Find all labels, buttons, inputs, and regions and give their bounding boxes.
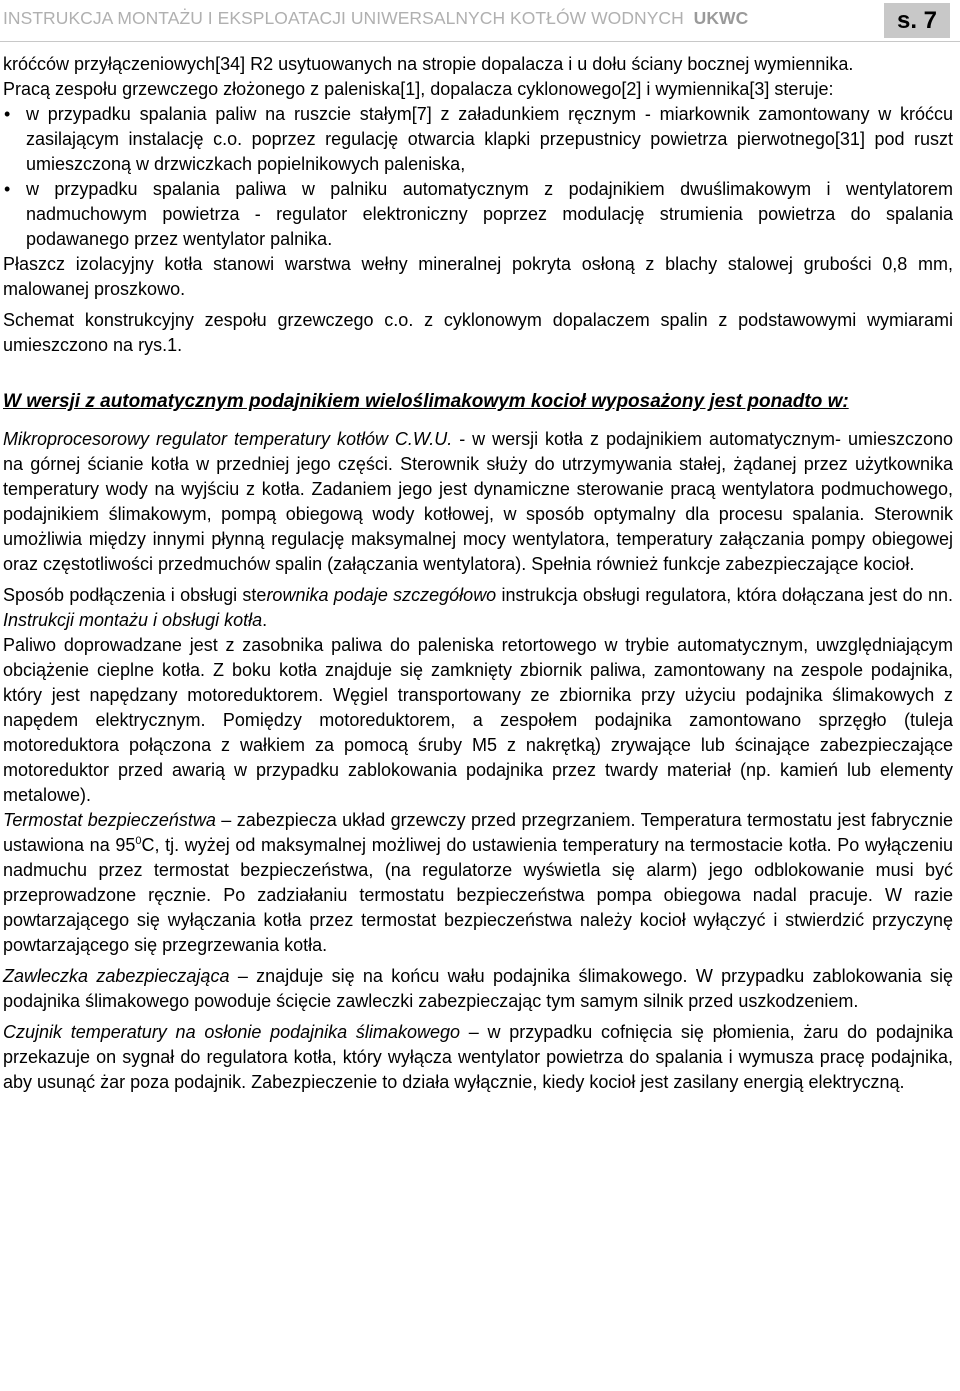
header-title-main: INSTRUKCJA MONTAŻU I EKSPLOATACJI UNIWERSALNYCH KOTŁÓW WODNYCH (3, 8, 684, 28)
temperature-sensor-text: – w przypadku cofnięcia się płomienia, żaru do podajnika przekazuje on sygnał do regulatora kotła, który wyłącza wentylator powietrza do spalania i wymusza pracę podajnika, aby usunąć żar poza podajnik. Zabezpieczenie to działa wyłącznie, kiedy kocioł jest zasilany energią elektryczną. (3, 1022, 953, 1092)
page-number-badge: s. 7 (884, 3, 950, 38)
paragraph-connection (3, 583, 953, 633)
degree-superscript: 0 (135, 835, 142, 847)
paragraph-regulator (3, 427, 953, 577)
safety-pin-text: – znajduje się na końcu wału podajnika ślimakowego. W przypadku zablokowania się podajnika ślimakowego powoduje ścięcie zawleczki zabezpieczając tym samym silnik przed uszkodzeniem. (3, 966, 953, 1011)
control-list (3, 102, 953, 252)
connection-text-a: Sposób podłączenia i obsługi ste (3, 585, 267, 605)
paragraph-fuel-feed: Paliwo doprowadzane jest z zasobnika paliwa do paleniska retortowego w trybie automatycznym, uwzględniającym obciążenie cieplne kotła. Z boku kotła znajduje się zamknięty zbiornik paliwa, zamontowany na zespole podajnika, który jest napędzany motoreduktorem. Węgiel transportowany ze zbiornika przy użyciu podajnika ślimakowych z napędem elektrycznym. Pomiędzy motoreduktorem, a zespołem podajnika zamontowano sprzęgło (tuleja motoreduktora połączona z wałkiem za pomocą śruby M5 z nakrętką) zrywające lub ścinające zabezpieczające motoreduktor przed awarią w przypadku zablokowania podajnika przez twardy materiał (np. kamień lub elementy metalowe). (3, 635, 953, 805)
connection-manual-ref: Instrukcji montażu i obsługi kotła (3, 610, 263, 630)
safety-thermostat-title: Termostat bezpieczeństwa (3, 810, 216, 830)
paragraph-temperature-sensor (3, 1020, 953, 1095)
paragraph-schematic: Schemat konstrukcyjny zespołu grzewczego c.o. z cyklonowym dopalaczem spalin z podstawowymi wymiarami umieszczono na rys.1. (3, 310, 953, 355)
list-item-automatic-burner: • w przypadku spalania paliwa w palniku automatycznym z podajnikiem dwuślimakowym i wentylatorem nadmuchowym powietrza - regulator elektroniczny poprzez modulację strumienia powietrza do spalania podawanego przez wentylator palnika. (3, 177, 953, 252)
connection-text-b: rownika podaje szczegółowo (266, 585, 497, 605)
regulator-text: - w wersji kotła z podajnikiem automatycznym- umieszczono na górnej ścianie kotła w przedniej jego części. Sterownik służy do utrzymywania stałej, żądanej przez użytkownika temperatury wody na wyjściu z kotła. Zadaniem jego jest dynamiczne sterowanie pracą wentylatora podmuchowego, podajnikiem ślimakowym, pompą obiegową wody kotłowej, w sposób optymalny dla procesu spalania. Sterownik umożliwia między innymi płynną regulację maksymalnej mocy wentylatora, temperatury załączania pompy obiegowej oraz częstotliwości przedmuchów spalin (załączania wentylatora). Spełnia również funkcje zabezpieczające kocioł. (3, 429, 954, 574)
page-header (0, 0, 960, 50)
section-heading: W wersji z automatycznym podajnikiem wieloślimakowym kocioł wyposażony jest ponadto w: (3, 391, 849, 412)
safety-thermostat-text-b: C, tj. wyżej od maksymalnej możliwej do ustawienia temperatury na termostacie kotła. Po wyłączeniu nadmuchu przez termostat bezpieczeństwa, (na regulatorze wyświetla się alarm) jego odblokowanie musi być przeprowadzone ręcznie. Po zadziałaniu termostatu bezpieczeństwa pompa obiegowa nadal pracuje. W razie powtarzającego się wyłączania kotła przez termostat bezpieczeństwa należy kocioł wyłączyć i stwierdzić przyczynę powtarzającego się przegrzewania kotła. (3, 835, 953, 955)
header-brand: UKWC (693, 8, 749, 28)
header-divider (0, 41, 960, 42)
header-title (3, 8, 748, 29)
paragraph-safety-pin (3, 964, 953, 1014)
document-body (3, 52, 953, 1095)
connection-text-e: . (262, 610, 268, 630)
paragraph-intro: króćców przyłączeniowych[34] R2 usytuowanych na stropie dopalacza i u dołu ściany bocznej wymiennika. (3, 54, 854, 74)
safety-pin-title: Zawleczka zabezpieczająca (3, 966, 230, 986)
list-item-manual-loading: • w przypadku spalania paliw na ruszcie stałym[7] z załadunkiem ręcznym - miarkownik zamontowany w króćcu zasilającym instalację c.o. poprzez regulację otwarcia klapki przepustnicy powietrza pierwotnego[31] pod ruszt umieszczoną w drzwiczkach popielnikowych paleniska, (3, 102, 953, 177)
paragraph-insulation: Płaszcz izolacyjny kotła stanowi warstwa wełny mineralnej pokryta osłoną z blachy stalowej grubości 0,8 mm, malowanej proszkowo. (3, 254, 953, 299)
regulator-title: Mikroprocesorowy regulator temperatury kotłów C.W.U. (3, 429, 453, 449)
paragraph-control: Pracą zespołu grzewczego złożonego z paleniska[1], dopalacza cyklonowego[2] i wymiennika[3] steruje: (3, 79, 834, 99)
safety-thermostat-text-a: – zabezpiecza układ grzewczy przed przegrzaniem. Temperatura termostatu jest fabrycznie ustawiona na 95 (3, 810, 953, 855)
paragraph-safety-thermostat (3, 808, 953, 958)
connection-text-c: instrukcja obsługi regulatora, która dołączana jest do nn. (496, 585, 953, 605)
temperature-sensor-title: Czujnik temperatury na osłonie podajnika ślimakowego (3, 1022, 460, 1042)
